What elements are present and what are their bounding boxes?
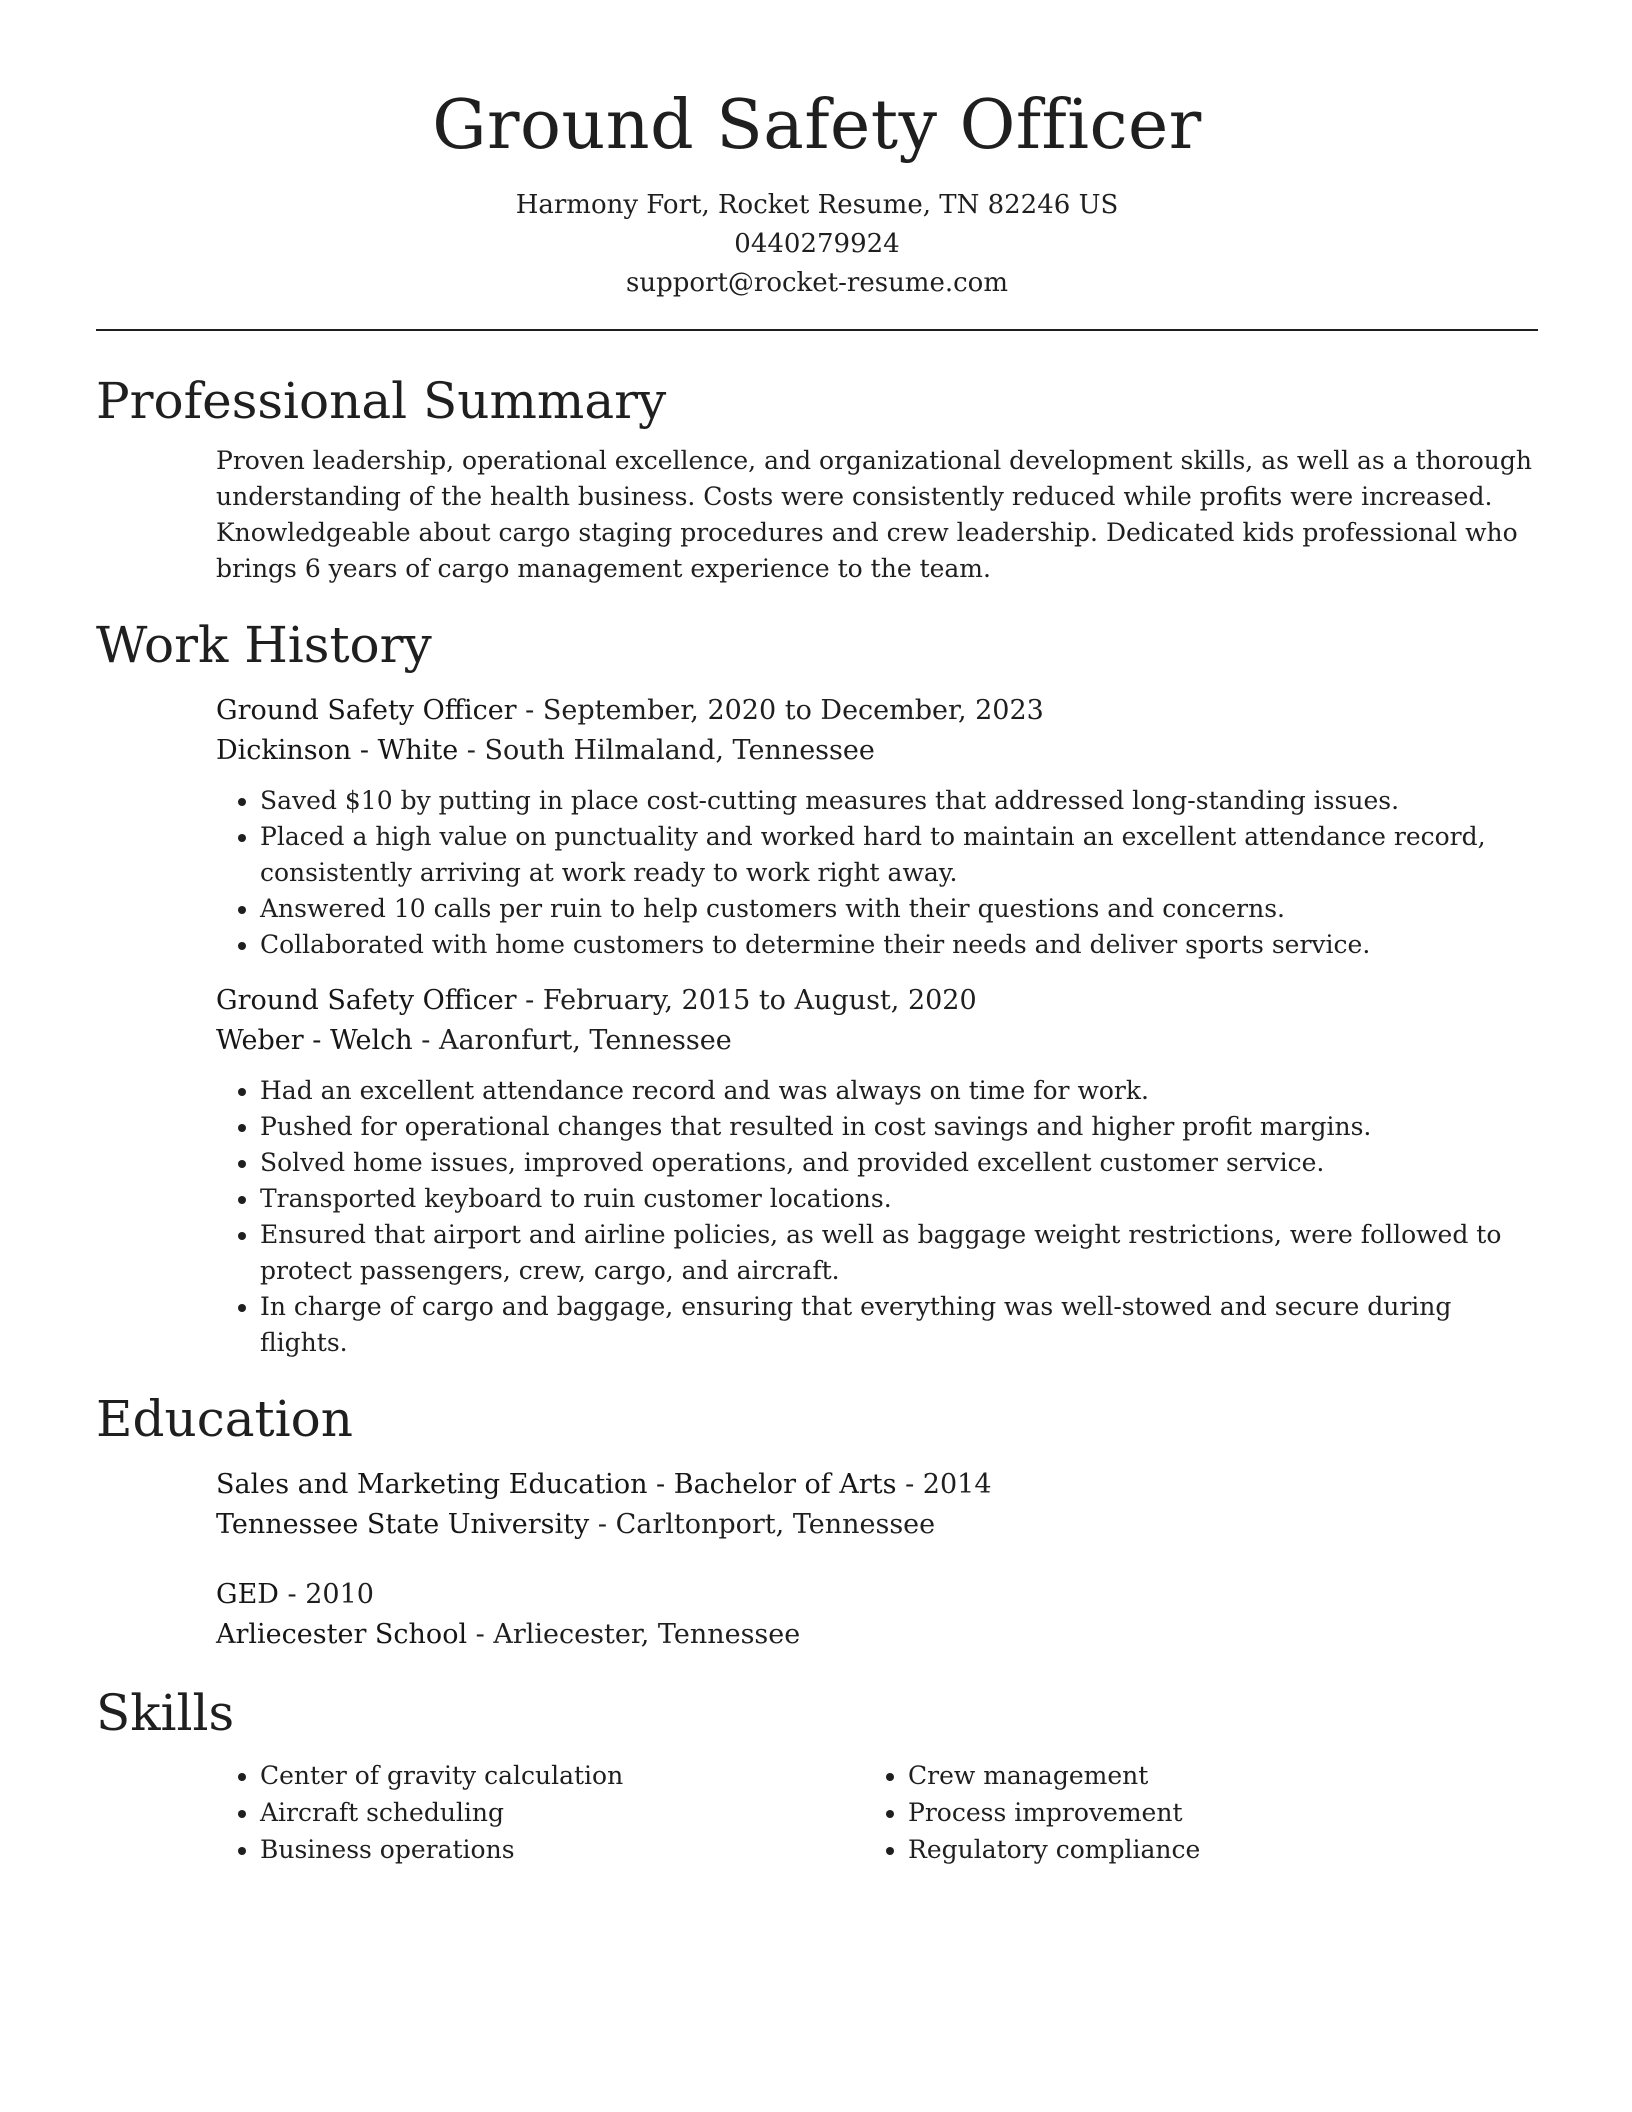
skills-heading: Skills bbox=[96, 1684, 235, 1742]
job-bullet: • Ensured that airport and airline policies, as well as baggage weight restrictions, were followed to protect passengers, crew, cargo, and aircraft. bbox=[260, 1217, 1538, 1289]
job-role: Ground Safety Officer bbox=[216, 985, 517, 1016]
summary-heading: Professional Summary bbox=[96, 372, 667, 430]
header-divider bbox=[96, 329, 1538, 331]
education-heading: Education bbox=[96, 1390, 353, 1448]
education-degree-line bbox=[216, 1575, 1538, 1615]
job-bullet: • Answered 10 calls per ruin to help customers with their questions and concerns. bbox=[260, 891, 1538, 927]
job-bullet: • Placed a high value on punctuality and worked hard to maintain an excellent attendance record, consistently arriving at work ready to work right away. bbox=[260, 819, 1538, 891]
job-bullets bbox=[216, 783, 1538, 963]
job-company: Weber - Welch bbox=[216, 1025, 413, 1056]
job-company-line bbox=[216, 1021, 1538, 1061]
job-location: - Aaronfurt, Tennessee bbox=[412, 1025, 732, 1056]
job-title-line bbox=[216, 691, 1538, 731]
job-entry bbox=[216, 691, 1538, 963]
job-bullets bbox=[216, 1073, 1538, 1361]
job-role: Ground Safety Officer bbox=[216, 695, 517, 726]
job-company: Dickinson - White bbox=[216, 735, 459, 766]
education-entry bbox=[216, 1465, 1538, 1545]
skills-column-right bbox=[864, 1757, 1512, 1868]
skills-column-left bbox=[216, 1757, 864, 1868]
job-bullet: • Transported keyboard to ruin customer locations. bbox=[260, 1181, 1538, 1217]
contact-email: support@rocket-resume.com bbox=[625, 268, 1008, 298]
resume-page bbox=[96, 0, 1538, 1868]
work-history-heading: Work History bbox=[96, 616, 432, 674]
education-location: - Carltonport, Tennessee bbox=[589, 1509, 936, 1540]
summary-text: Proven leadership, operational excellence, and organizational development skills, as well as a thorough understanding of the health business. Costs were consistently reduced while profits were increased. Knowledgeable about cargo staging procedures and crew leadership. Dedicated kids professional who brings 6 years of cargo management experience to the team. bbox=[216, 446, 1532, 583]
job-location: - South Hilmaland, Tennessee bbox=[458, 735, 875, 766]
skill-item: • Aircraft scheduling bbox=[260, 1794, 864, 1831]
job-title-line bbox=[216, 981, 1538, 1021]
job-bullet: • Saved $10 by putting in place cost-cutting measures that addressed long-standing issues. bbox=[260, 783, 1538, 819]
education-year: - 2010 bbox=[278, 1579, 374, 1610]
contact-phone: 0440279924 bbox=[734, 229, 900, 259]
education-school: Tennessee State University bbox=[216, 1509, 590, 1540]
education-degree: GED bbox=[216, 1579, 279, 1610]
contact-address: Harmony Fort, Rocket Resume, TN 82246 US bbox=[515, 190, 1119, 220]
skills-list bbox=[216, 1757, 1538, 1868]
job-dates: - September, 2020 to December, 2023 bbox=[516, 695, 1044, 726]
candidate-title: Ground Safety Officer bbox=[432, 86, 1202, 165]
job-bullet: • Pushed for operational changes that resulted in cost savings and higher profit margins. bbox=[260, 1109, 1538, 1145]
education-school-line bbox=[216, 1505, 1538, 1545]
skill-item: • Regulatory compliance bbox=[908, 1831, 1512, 1868]
job-bullet: • Had an excellent attendance record and was always on time for work. bbox=[260, 1073, 1538, 1109]
education-year: - 2014 bbox=[896, 1469, 992, 1500]
skill-item: • Crew management bbox=[908, 1757, 1512, 1794]
skill-item: • Center of gravity calculation bbox=[260, 1757, 864, 1794]
skill-item: • Business operations bbox=[260, 1831, 864, 1868]
job-bullet: • Collaborated with home customers to determine their needs and deliver sports service. bbox=[260, 927, 1538, 963]
job-bullet: • Solved home issues, improved operations, and provided excellent customer service. bbox=[260, 1145, 1538, 1181]
education-school-line bbox=[216, 1615, 1538, 1655]
skill-item: • Process improvement bbox=[908, 1794, 1512, 1831]
education-entry bbox=[216, 1575, 1538, 1655]
education-degree-line bbox=[216, 1465, 1538, 1505]
education-degree: Sales and Marketing Education - Bachelor of Arts bbox=[216, 1469, 897, 1500]
job-company-line bbox=[216, 731, 1538, 771]
resume-header bbox=[96, 0, 1538, 303]
job-bullet: • In charge of cargo and baggage, ensuring that everything was well-stowed and secure during flights. bbox=[260, 1289, 1538, 1361]
education-school: Arliecester School bbox=[216, 1619, 468, 1650]
job-entry bbox=[216, 981, 1538, 1361]
contact-info bbox=[96, 186, 1538, 303]
job-dates: - February, 2015 to August, 2020 bbox=[516, 985, 977, 1016]
education-location: - Arliecester, Tennessee bbox=[467, 1619, 801, 1650]
